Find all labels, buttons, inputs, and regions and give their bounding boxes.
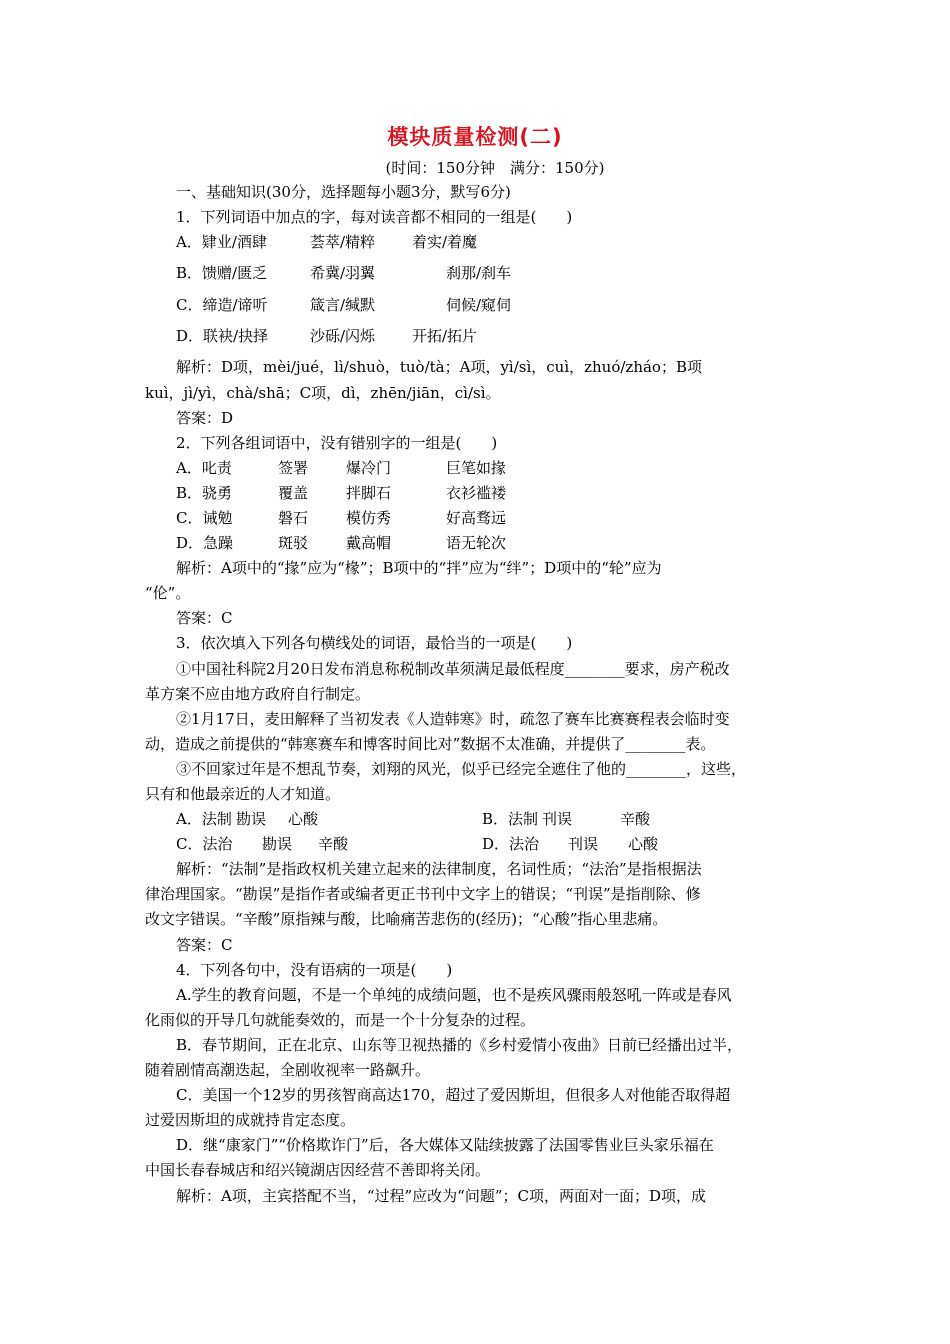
q2-option-d xyxy=(176,533,506,553)
q2-option-d-col1: D．急躁 xyxy=(176,534,234,552)
q3-option-a-col3: 心酸 xyxy=(288,810,319,828)
q1-option-c xyxy=(176,295,511,315)
q1-analysis-line2: kuì，jì/yì，chà/shā；C项，dì，zhēn/jiān，cì/sì。 xyxy=(145,384,501,402)
q3-sentence1-line2: 革方案不应由地方政府自行制定。 xyxy=(145,685,371,703)
q1-option-b-col3: 刹那/刹车 xyxy=(446,264,512,282)
q3-answer: 答案：C xyxy=(176,936,233,954)
q3-option-c-col2: 勘误 xyxy=(262,835,293,853)
q1-option-d xyxy=(176,326,477,346)
q2-option-c-col1: C．诫勉 xyxy=(176,509,233,527)
q3-option-d-col1: D．法治 xyxy=(482,835,540,853)
q3-sentence2-line1: ②1月17日，麦田解释了当初发表《人造韩寒》时，疏忽了赛车比赛赛程表会临时变 xyxy=(176,710,730,728)
q3-option-c-col3: 辛酸 xyxy=(318,835,349,853)
q2-option-a-col1: A．叱责 xyxy=(176,459,232,477)
q1-analysis-line1: 解析：D项，mèi/jué，lì/shuò，tuò/tà；A项，yì/sì，cuì，zhuó/zháo；B项 xyxy=(176,358,702,376)
q2-option-d-col4: 语无轮次 xyxy=(446,534,507,552)
q3-sentence3-line2: 只有和他最亲近的人才知道。 xyxy=(145,785,341,803)
q2-answer: 答案：C xyxy=(176,609,233,627)
q2-option-d-col3: 戴高帽 xyxy=(346,534,392,552)
q3-option-a-col2: 勘误 xyxy=(236,810,267,828)
q1-option-c-col2: 箴言/缄默 xyxy=(310,296,376,314)
q2-option-c-col2: 磐石 xyxy=(278,509,309,527)
q1-option-b-col2: 希冀/羽翼 xyxy=(310,264,376,282)
q1-option-d-col1: D．联袂/抉择 xyxy=(176,327,269,345)
q1-option-c-col1: C．缔造/谛听 xyxy=(176,296,268,314)
q2-option-d-col2: 斑驳 xyxy=(278,534,309,552)
q1-option-b xyxy=(176,263,511,283)
q2-option-c-col3: 模仿秀 xyxy=(346,509,392,527)
question-3-stem: 3．依次填入下列各句横线处的词语，最恰当的一项是( ) xyxy=(176,634,573,652)
q3-option-d-col3: 心酸 xyxy=(628,835,659,853)
q3-analysis-line1: 解析：“法制”是指政权机关建立起来的法律制度，名词性质；“法治”是指根据法 xyxy=(176,860,702,878)
q3-option-a-col1: A．法制 xyxy=(176,810,232,828)
question-2-stem: 2．下列各组词语中，没有错别字的一组是( ) xyxy=(176,434,498,452)
q2-option-b-col3: 拌脚石 xyxy=(346,484,392,502)
q2-option-a-col4: 巨笔如掾 xyxy=(446,459,507,477)
q1-option-d-col3: 开拓/拓片 xyxy=(412,327,478,345)
q1-answer: 答案：D xyxy=(176,409,234,427)
q4-option-a-line1: A.学生的教育问题，不是一个单纯的成绩问题，也不是疾风骤雨般怒吼一阵或是春风 xyxy=(176,986,732,1004)
q1-option-a-col3: 着实/着魔 xyxy=(412,233,478,251)
q4-option-a-line2: 化雨似的开导几句就能奏效的，而是一个十分复杂的过程。 xyxy=(145,1011,536,1029)
q3-option-b-col3: 辛酸 xyxy=(620,810,651,828)
q2-option-b-col4: 衣衫褴褛 xyxy=(446,484,507,502)
q4-option-d-line1: D．继“康家门”“价格欺诈门”后，各大媒体又陆续披露了法国零售业巨头家乐福在 xyxy=(176,1136,714,1154)
q1-option-a-col1: A．肄业/酒肆 xyxy=(176,233,267,251)
q2-option-c-col4: 好高骛远 xyxy=(446,509,507,527)
q4-option-b-line1: B．春节期间，正在北京、山东等卫视热播的《乡村爱情小夜曲》日前已经播出过半， xyxy=(176,1036,743,1054)
q1-option-a xyxy=(176,232,477,252)
q3-sentence3-line1: ③不回家过年是不想乱节奏，刘翔的风光，似乎已经完全遮住了他的________，这些， xyxy=(176,760,747,778)
q2-option-c xyxy=(176,508,506,528)
q3-sentence1-line1: ①中国社科院2月20日发布消息称税制改革须满足最低程度________要求，房产税改 xyxy=(176,660,730,678)
q4-option-c-line2: 过爱因斯坦的成就持肯定态度。 xyxy=(145,1111,356,1129)
q4-analysis-line1: 解析：A项，主宾搭配不当，“过程”应改为“问题”；C项，两面对一面；D项，成 xyxy=(176,1187,707,1205)
q3-option-b-col1: B．法制 xyxy=(482,810,539,828)
q1-option-a-col2: 荟萃/精粹 xyxy=(310,233,376,251)
q2-analysis-line2: “伦”。 xyxy=(145,584,191,602)
page-title: 模块质量检测(二) xyxy=(387,125,563,149)
q3-options-ab xyxy=(176,809,650,829)
q3-option-c-col1: C．法治 xyxy=(176,835,233,853)
q2-option-a-col2: 签署 xyxy=(278,459,309,477)
question-1-stem: 1．下列词语中加点的字，每对读音都不相同的一组是( ) xyxy=(176,208,573,226)
q2-option-a xyxy=(176,458,506,478)
q2-option-a-col3: 爆冷门 xyxy=(346,459,392,477)
q1-option-d-col2: 沙砾/闪烁 xyxy=(310,327,376,345)
q3-analysis-line2: 律治理国家。“勘误”是指作者或编者更正书刊中文字上的错误；“刊误”是指削除、修 xyxy=(145,885,701,903)
q4-option-c-line1: C．美国一个12岁的男孩智商高达170，超过了爱因斯坦，但很多人对他能否取得超 xyxy=(176,1086,731,1104)
q4-option-b-line2: 随着剧情高潮迭起，全剧收视率一路飙升。 xyxy=(145,1061,431,1079)
q1-option-c-col3: 伺候/窥伺 xyxy=(446,296,512,314)
q3-option-d-col2: 刊误 xyxy=(568,835,599,853)
q4-option-d-line2: 中国长春春城店和绍兴镜湖店因经营不善即将关闭。 xyxy=(145,1161,491,1179)
exam-info: (时间：150分钟 满分：150分) xyxy=(385,159,605,177)
q3-analysis-line3: 改文字错误。“辛酸”原指辣与酸，比喻痛苦悲伤的(经历)；“心酸”指心里悲痛。 xyxy=(145,910,668,928)
q2-option-b-col2: 覆盖 xyxy=(278,484,309,502)
q2-option-b-col1: B．骁勇 xyxy=(176,484,233,502)
q2-analysis-line1: 解析：A项中的“掾”应为“椽”；B项中的“拌”应为“绊”；D项中的“轮”应为 xyxy=(176,559,662,577)
section-heading: 一、基础知识(30分，选择题每小题3分，默写6分) xyxy=(176,183,511,201)
q3-sentence2-line2: 动，造成之前提供的“韩寒赛车和博客时间比对”数据不太准确，并提供了________表。 xyxy=(145,735,716,753)
q1-option-b-col1: B．馈赠/匮乏 xyxy=(176,264,268,282)
q3-option-b-col2: 刊误 xyxy=(542,810,573,828)
question-4-stem: 4．下列各句中，没有语病的一项是( ) xyxy=(176,961,453,979)
q3-options-cd xyxy=(176,834,658,854)
q2-option-b xyxy=(176,483,506,503)
